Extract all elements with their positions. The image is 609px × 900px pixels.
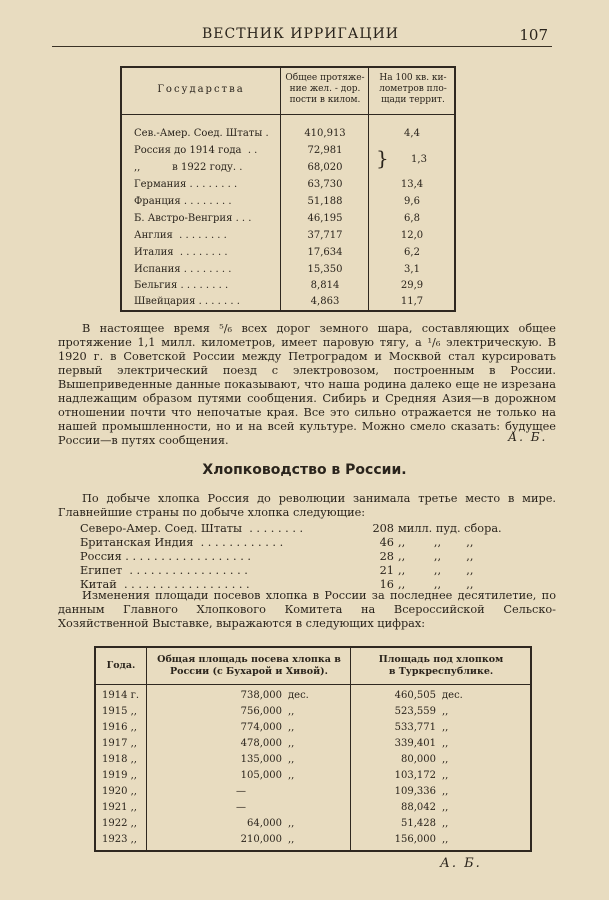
table-header-divider <box>122 114 454 115</box>
unit-cell: ,, <box>442 706 449 717</box>
unit-cell: ,, <box>288 770 295 781</box>
unit-cell: дес. <box>288 690 309 701</box>
table-row <box>96 818 530 835</box>
cotton-intro <box>58 492 556 520</box>
table-row <box>122 230 454 246</box>
year-cell: 1923 ,, <box>102 834 137 845</box>
unit-cell: ,, <box>288 818 295 829</box>
year-cell: 1922 ,, <box>102 818 137 829</box>
country-cell: ,, в 1922 году. . <box>134 162 243 173</box>
year-cell: 1919 ,, <box>102 770 137 781</box>
country-cell: Испания . . . . . . . . <box>134 264 232 275</box>
list-item <box>80 564 540 578</box>
cotton-area-table <box>94 646 532 852</box>
producer-qty: 46 <box>379 536 394 549</box>
km-cell: 37,717 <box>307 230 343 241</box>
total-area-cell: 478,000 <box>240 738 282 749</box>
total-area-cell: 210,000 <box>240 834 282 845</box>
table-row <box>122 196 454 212</box>
total-area-cell: 774,000 <box>240 722 282 733</box>
turk-area-cell: 109,336 <box>394 786 436 797</box>
column-header-year: Года. <box>106 660 136 671</box>
table-row <box>96 834 530 851</box>
km-cell: 68,020 <box>307 162 343 173</box>
km-cell: 4,863 <box>310 296 340 307</box>
table-row <box>96 754 530 771</box>
list-item <box>80 536 540 550</box>
table-row <box>96 722 530 739</box>
per100-cell: 9,6 <box>404 196 420 207</box>
country-cell: Франция . . . . . . . . <box>134 196 232 207</box>
unit-cell: ,, <box>442 722 449 733</box>
unit-cell: ,, <box>442 834 449 845</box>
per100-cell: 3,1 <box>404 264 420 275</box>
year-cell: 1917 ,, <box>102 738 137 749</box>
total-area-cell: 64,000 <box>247 818 282 829</box>
table-row <box>122 128 454 144</box>
producer-unit: ,, ,, ,, <box>398 578 474 591</box>
unit-cell: ,, <box>442 738 449 749</box>
producer-name: Китай . . . . . . . . . . . . . . . . . . <box>80 578 250 591</box>
producer-unit: ,, ,, ,, <box>398 564 474 577</box>
table-row <box>96 690 530 707</box>
running-head <box>52 24 552 47</box>
railway-paragraph <box>58 322 556 448</box>
country-cell: Италия . . . . . . . . <box>134 247 228 258</box>
country-cell: Германия . . . . . . . . <box>134 179 238 190</box>
table-row <box>96 770 530 787</box>
country-cell: Бельгия . . . . . . . . <box>134 280 229 291</box>
country-cell: Англия . . . . . . . . <box>134 230 227 241</box>
year-cell: 1918 ,, <box>102 754 137 765</box>
paragraph-text: По добыче хлопка Россия до революции занимала третье место в мире. Главнейшие страны по добыче хлопка следующие: <box>58 492 556 519</box>
producer-name: Северо-Амер. Соед. Штаты . . . . . . . . <box>80 522 304 535</box>
producer-name: Египет . . . . . . . . . . . . . . . . . <box>80 564 248 577</box>
section-title: Хлопководство в России. <box>202 462 407 478</box>
km-cell: 17,634 <box>307 247 343 258</box>
signature: А. Б. <box>508 430 548 444</box>
km-cell: 8,814 <box>310 280 340 291</box>
year-cell: 1920 ,, <box>102 786 137 797</box>
km-cell: 63,730 <box>307 179 343 190</box>
country-cell: Россия до 1914 года . . <box>134 145 258 156</box>
year-cell: 1921 ,, <box>102 802 137 813</box>
per100-cell: 6,2 <box>404 247 420 258</box>
unit-cell: ,, <box>442 786 449 797</box>
producer-qty: 28 <box>379 550 394 563</box>
unit-cell: ,, <box>288 834 295 845</box>
unit-cell: ,, <box>442 802 449 813</box>
unit-cell: ,, <box>442 818 449 829</box>
per100-cell: 13,4 <box>400 179 424 190</box>
column-header-country: Государства <box>157 84 245 95</box>
paragraph-text: В настоящее время ⁵/₆ всех дорог земного шара, составляющих общее протяжение 1,1 милл. километров, имеет паровую тягу, а ¹/₆ электрическую. В 1920 г. в Советской России между Петроградом и Москвой стал курсировать первый электрический поезд с электровозом, построенным в России. Вышеприведенные данные показывают, что наша родина далеко еще не изрезана надлежащим образом путями сообщения. Сибирь и Средняя Азия—в дорожном отношении почти что непочатые края. Все это сильно отражается не только на нашей промышленности, но и на всей культуре. Можно смело сказать: будущее России—в путях сообщения. <box>58 322 556 447</box>
turk-area-cell: 51,428 <box>401 818 436 829</box>
unit-cell: дес. <box>442 690 463 701</box>
turk-area-cell: 523,559 <box>394 706 436 717</box>
table-row <box>96 706 530 723</box>
producer-name: Россия . . . . . . . . . . . . . . . . . . <box>80 550 251 563</box>
unit-cell: ,, <box>442 770 449 781</box>
table-row <box>122 296 454 312</box>
railway-table <box>120 66 456 312</box>
total-area-cell: 756,000 <box>240 706 282 717</box>
table-row <box>122 264 454 280</box>
turk-area-cell: 156,000 <box>394 834 436 845</box>
producer-name: Британская Индия . . . . . . . . . . . . <box>80 536 284 549</box>
km-cell: 46,195 <box>307 213 343 224</box>
producer-unit: ,, ,, ,, <box>398 536 474 549</box>
table-row <box>96 802 530 819</box>
final-signature: А. Б. <box>440 856 482 871</box>
table-row <box>122 280 454 296</box>
total-area-cell: — <box>236 802 246 813</box>
producer-qty: 208 <box>372 522 394 535</box>
column-header-per-area: На 100 кв. ки- лометров пло- щади террит. <box>379 73 447 105</box>
paragraph-text: Изменения площади посевов хлопка в России за последнее десятилетие, по данным Главного Хлопкового Комитета на Всероссийской Сельско-Хозяйственной Выставке, выражаются в следующих цифрах: <box>58 589 556 630</box>
producer-unit: ,, ,, ,, <box>398 550 474 563</box>
producer-qty: 16 <box>379 578 394 591</box>
year-cell: 1916 ,, <box>102 722 137 733</box>
total-area-cell: 738,000 <box>240 690 282 701</box>
column-header-total-length: Общее протяже- ние жел. - дор. пости в килом. <box>285 73 365 105</box>
list-item <box>80 550 540 564</box>
unit-cell: ,, <box>288 738 295 749</box>
km-cell: 51,188 <box>307 196 343 207</box>
country-cell: Сев.-Амер. Соед. Штаты . <box>134 128 269 139</box>
turk-area-cell: 460,505 <box>394 690 436 701</box>
table-row <box>122 179 454 195</box>
column-header-turk-area: Площадь под хлопком в Туркреспублике. <box>378 654 504 677</box>
per100-cell: 4,4 <box>404 128 420 139</box>
unit-cell: ,, <box>442 754 449 765</box>
turk-area-cell: 103,172 <box>394 770 436 781</box>
turk-area-cell: 339,401 <box>394 738 436 749</box>
total-area-cell: — <box>236 786 246 797</box>
unit-cell: ,, <box>288 722 295 733</box>
country-cell: Б. Австро-Венгрия . . . <box>134 213 252 224</box>
km-cell: 72,981 <box>307 145 343 156</box>
table-row <box>96 738 530 755</box>
km-cell: 15,350 <box>307 264 343 275</box>
table-row <box>122 213 454 229</box>
turk-area-cell: 88,042 <box>401 802 436 813</box>
per100-cell: 6,8 <box>404 213 420 224</box>
russia-per100-cell: 1,3 <box>411 154 427 165</box>
year-cell: 1915 ,, <box>102 706 137 717</box>
year-cell: 1914 г. <box>102 690 140 701</box>
brace: } <box>376 146 389 170</box>
cotton-changes-paragraph <box>58 589 556 631</box>
unit-cell: ,, <box>288 754 295 765</box>
journal-title: ВЕСТНИК ИРРИГАЦИИ <box>202 26 400 42</box>
unit-cell: ,, <box>288 706 295 717</box>
column-header-total-area: Общая площадь посева хлопка в России (с Бухарой и Хивой). <box>157 654 341 677</box>
table-row <box>96 786 530 803</box>
km-cell: 410,913 <box>304 128 346 139</box>
total-area-cell: 135,000 <box>240 754 282 765</box>
table-header-divider <box>96 684 530 685</box>
page-number: 107 <box>519 26 548 44</box>
per100-cell: 11,7 <box>400 296 424 307</box>
total-area-cell: 105,000 <box>240 770 282 781</box>
per100-cell: 12,0 <box>400 230 424 241</box>
producer-unit: милл. пуд. сбора. <box>398 522 502 535</box>
turk-area-cell: 80,000 <box>401 754 436 765</box>
turk-area-cell: 533,771 <box>394 722 436 733</box>
producer-qty: 21 <box>379 564 394 577</box>
country-cell: Швейцария . . . . . . . <box>134 296 240 307</box>
list-item <box>80 522 540 536</box>
table-row <box>122 247 454 263</box>
per100-cell: 29,9 <box>400 280 424 291</box>
